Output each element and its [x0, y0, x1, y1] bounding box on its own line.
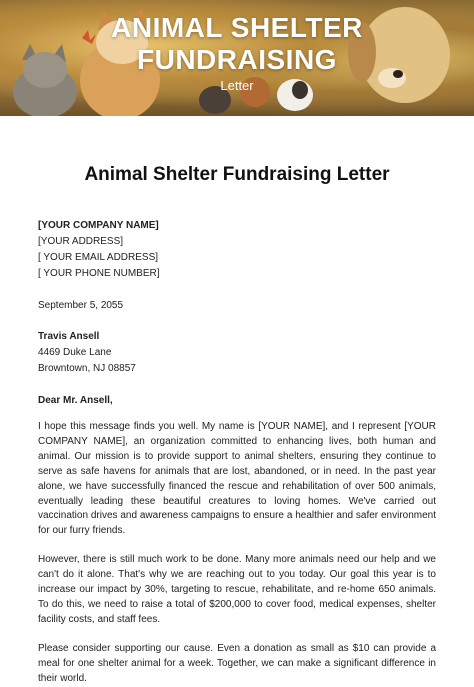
sender-address: [YOUR ADDRESS] [38, 236, 124, 247]
recipient-street: 4469 Duke Lane [38, 347, 112, 358]
sender-company: [YOUR COMPANY NAME] [38, 220, 159, 231]
sender-block [38, 218, 436, 282]
letter-body [38, 116, 436, 687]
paragraph-3: Please consider supporting our cause. Even a donation as small as $10 can provide a meal for one shelter animal for a week. Together, we can make a significant difference in their world. [38, 642, 436, 684]
recipient-city: Browntown, NJ 08857 [38, 363, 136, 374]
paragraph-2: However, there is still much work to be done. Many more animals need our help and we can't do it alone. That's why we are reaching out to you today. Our goal this year is to increase our impact by 30%, targeting to rescue, rehabilitate, and re-home 650 animals. To do this, we need to raise a total of $200,000 to cover food, medical expenses, shelter facility costs, and staff fees. [38, 554, 436, 625]
header-banner [0, 0, 474, 116]
recipient-block [38, 329, 436, 377]
recipient-name: Travis Ansell [38, 331, 100, 342]
sender-email: [ YOUR EMAIL ADDRESS] [38, 252, 159, 263]
banner-title-line1: ANIMAL SHELTER [111, 12, 363, 43]
banner-subtitle: Letter [220, 78, 254, 93]
paragraph-1: I hope this message finds you well. My name is [YOUR NAME], and I represent [YOUR COMPANY NAME], an organization committed to enhancing lives, both human and animal. Our mission is to provide support to animal shelters, ensuring they continue to serve as safe havens for animals that are lost, abandoned, or in need. In the past year alone, we have successfully financed the rescue and rehabilitation of over 500 animals, eventually leading these beautiful creatures to loving homes. We've carried out vaccination drives and awareness campaigns to ensure a healthier and safer environment for our furry friends. [38, 421, 436, 537]
letter-date: September 5, 2055 [38, 300, 124, 311]
salutation: Dear Mr. Ansell, [38, 395, 113, 406]
document-title: Animal Shelter Fundraising Letter [84, 164, 390, 185]
sender-phone: [ YOUR PHONE NUMBER] [38, 268, 160, 279]
banner-title-line2: FUNDRAISING [137, 44, 337, 75]
